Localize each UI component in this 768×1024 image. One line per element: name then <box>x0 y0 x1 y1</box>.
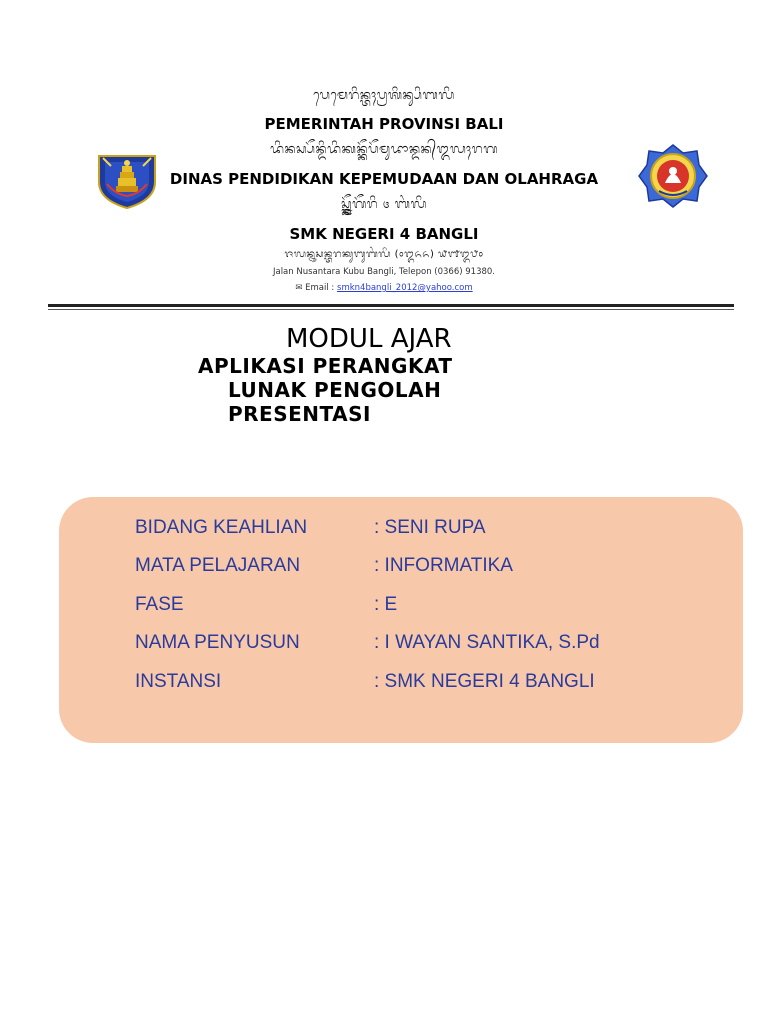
subject-title-line-2: LUNAK PENGOLAH <box>228 378 442 402</box>
school-name: SMK NEGERI 4 BANGLI <box>289 225 479 243</box>
header-divider-thin <box>48 309 734 310</box>
document-type-title: MODUL AJAR <box>286 324 452 354</box>
email-link[interactable]: smkn4bangli_2012@yahoo.com <box>337 283 473 293</box>
school-email-line <box>0 283 768 293</box>
info-value-bidang-keahlian: : SENI RUPA <box>374 517 486 538</box>
info-value-mata-pelajaran: : INFORMATIKA <box>374 555 513 576</box>
info-value-fase: : E <box>374 594 398 615</box>
info-label-fase: FASE <box>135 594 184 615</box>
balinese-script-line-2: ᬤᬶᬦᬲ᭄ᬧᭂᬦ᭄ᬤᬶᬤᬶᬓᬦ᭄ᬓᭂᬧᭂᬫᬸᬤᬵᬦ᭄ᬤᬦ᭄ᬑᬮᬄᬭᬕ <box>270 142 498 157</box>
balinese-script-line-1: ᬧᬾᬫᬾᬭᬶᬦ᭄ᬢᬄᬧ᭄ᬭᬰᬶᬦ᭄ᬲᬶᬩᬮᬶ <box>313 88 455 103</box>
department-name: DINAS PENDIDIKAN KEPEMUDAAN DAN OLAHRAGA <box>169 170 599 188</box>
balinese-script-line-4: ᬚᬮᬦ᭄ᬦᬸᬲᬦ᭄ᬢᬭᬓᬸᬩᬸᬩᬂᬮᬶ (᭐᭓᭖᭖) ᭙᭑᭓᭘᭐ <box>284 249 484 260</box>
balinese-script-line-3: ᬲ᭄ᬫ᭄ᬓ᭄ᬦᭂᬕᭂᬭᬶ ᭔ ᬩᬂᬮᬶ <box>341 197 427 212</box>
header-divider-thick <box>48 304 734 307</box>
info-label-mata-pelajaran: MATA PELAJARAN <box>135 555 301 576</box>
info-value-instansi: : SMK NEGERI 4 BANGLI <box>374 671 595 692</box>
subject-title-line-3: PRESENTASI <box>228 402 371 426</box>
info-value-nama-penyusun: : I WAYAN SANTIKA, S.Pd <box>374 632 600 653</box>
info-label-instansi: INSTANSI <box>135 671 222 692</box>
email-label: ✉ Email : <box>295 283 338 293</box>
subject-title-line-1: APLIKASI PERANGKAT <box>198 354 453 378</box>
government-name: PEMERINTAH PROVINSI BALI <box>264 115 504 133</box>
info-label-bidang-keahlian: BIDANG KEAHLIAN <box>135 517 308 538</box>
info-label-nama-penyusun: NAMA PENYUSUN <box>135 632 300 653</box>
school-address: Jalan Nusantara Kubu Bangli, Telepon (0366) 91380. <box>272 267 496 277</box>
